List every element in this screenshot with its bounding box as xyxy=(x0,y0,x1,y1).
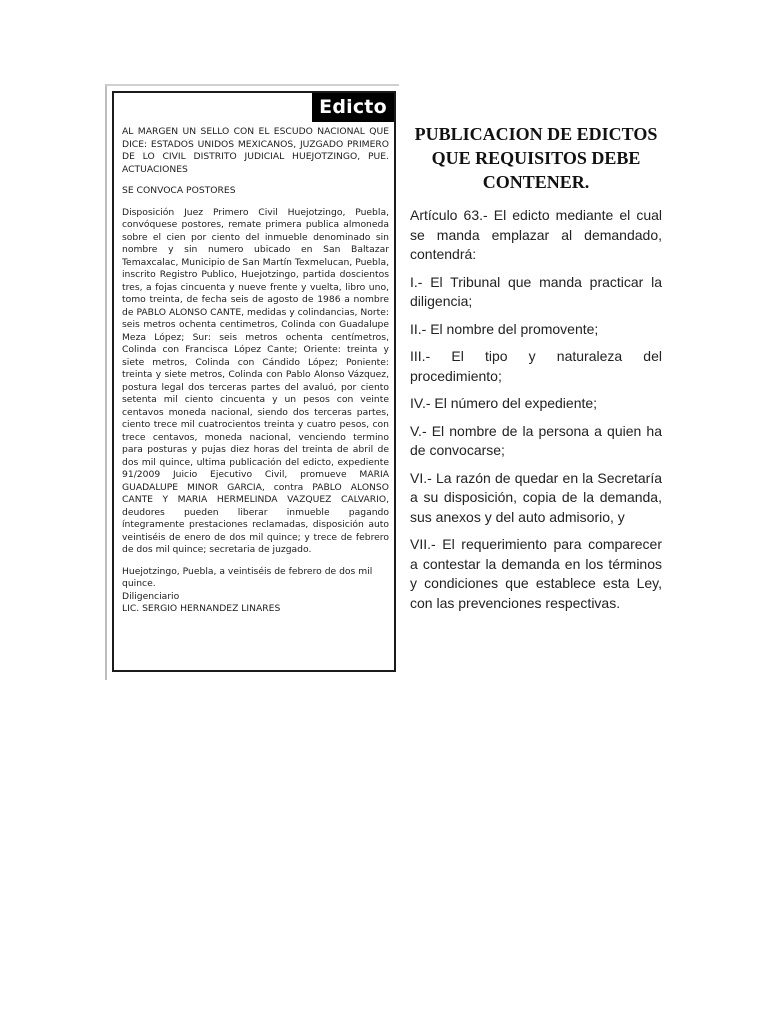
edict-call: SE CONVOCA POSTORES xyxy=(122,185,236,196)
edict-place-date: Huejotzingo, Puebla, a veintiséis de febrero de dos mil quince. xyxy=(122,565,373,589)
article-intro: Artículo 63.- El edicto mediante el cual se manda emplazar al demandado, contendrá: xyxy=(410,207,662,262)
edict-text: Disposición Juez Primero Civil Huejotzingo, Puebla, convóquese postores, remate primera publica almoneda sobre el cien por ciento del inmueble denominado sin nombre y sin numero ubicado en San Baltazar Temaxcalac, Municipio de San Martín Texmelucan, Puebla, inscrito Registro Publico, Huejotzingo, partida doscientos tres, a fojas cincuenta y nueve frente y vuelta, libro uno, tomo treinta, de fecha seis de agosto de 1986 a nombre de PABLO ALONSO CANTE, medidas y colindancias, Norte: seis metros ochenta centimetros, Colinda con Guadalupe Meza López; Sur: seis metros ochenta centímetros, Colinda con Francisca López Cante; Oriente: treinta y siete metros, Colinda con Cándido López; Poniente: treinta y siete metros, Colinda con Pablo Alonso Vázquez, postura legal dos terceras partes del avaluó, por ciento setenta mil ciento cincuenta y un pesos con veinte centavos moneda nacional, siendo dos terceras partes, ciento trece mil cuatrocientos treinta y cuatro pesos, con trece centavos, moneda nacional, venciendo termino para posturas y pujas diez horas del treinta de abril de dos mil quince, ultima publicación del edicto, expediente 91/2009 Juicio Ejecutivo Civil, promueve MARIA GUADALUPE MINOR GARCIA, contra PABLO ALONSO CANTE Y MARIA HERMELINDA VAZQUEZ CALVARIO, deudores pueden liberar inmueble pagando íntegramente prestaciones reclamadas, disposición auto veintiséis de enero de dos mil quince; y trece de febrero de dos mil quince; secretaria de juzgado. xyxy=(122,206,389,555)
article-item-2: II.- El nombre del promovente; xyxy=(410,320,599,337)
edict-role: Diligenciario xyxy=(122,590,180,602)
edict-heading: AL MARGEN UN SELLO CON EL ESCUDO NACIONAL QUE DICE: ESTADOS UNIDOS MEXICANOS, JUZGADO PRIMERO DE LO CIVIL DISTRITO JUDICIAL HUEJOTZINGO, PUE. ACTUACIONES xyxy=(122,126,389,175)
article-item-3: III.- El tipo y naturaleza del procedimiento; xyxy=(410,348,662,384)
edict-clipping xyxy=(112,91,396,672)
edict-body xyxy=(122,126,389,616)
article-item-4: IV.- El número del expediente; xyxy=(410,395,598,411)
article-item-7: VII.- El requerimiento para comparecer a contestar la demanda en los términos y condiciones que establece esta Ley, con las prevenciones respectivas. xyxy=(410,536,662,611)
article-item-6: VI.- La razón de quedar en la Secretaría a su disposición, copia de la demanda, sus anexos y del auto admisorio, y xyxy=(410,469,662,525)
edict-signer: LIC. SERGIO HERNANDEZ LINARES xyxy=(122,603,281,614)
article-item-5: V.- El nombre de la persona a quien ha de convocarse; xyxy=(410,422,662,458)
article-column xyxy=(410,122,662,621)
article-title: PUBLICACION DE EDICTOS QUE REQUISITOS DEBE CONTENER. xyxy=(414,124,658,192)
article-item-1: I.- El Tribunal que manda practicar la diligencia; xyxy=(410,273,662,309)
edict-header: Edicto xyxy=(312,93,394,122)
